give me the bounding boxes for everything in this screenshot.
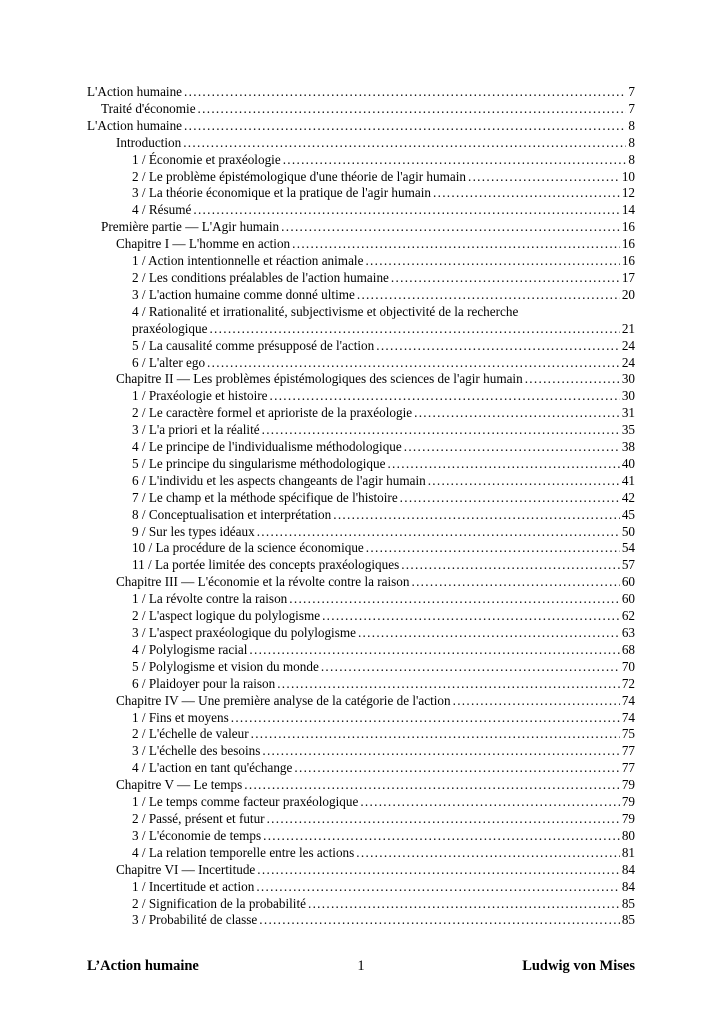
toc-entry	[87, 304, 635, 321]
toc-entry	[87, 879, 635, 896]
dot-leader	[404, 439, 620, 456]
toc-entry-title: 1 / La révolte contre la raison	[132, 591, 288, 607]
toc-page-number: 79	[621, 794, 635, 810]
dot-leader	[468, 169, 620, 186]
toc-entry	[87, 862, 635, 879]
dot-leader	[259, 912, 620, 929]
dot-leader	[231, 710, 620, 727]
toc-entry	[87, 760, 635, 777]
toc-page-number: 8	[628, 117, 635, 133]
toc-page-number: 77	[621, 743, 635, 759]
dot-leader	[262, 743, 619, 760]
toc-entry-title: 3 / L'échelle des besoins	[132, 743, 261, 759]
toc-page-number: 79	[621, 810, 635, 826]
toc-entry-title: 3 / L'action humaine comme donné ultime	[132, 286, 355, 302]
toc-page-number: 8	[628, 134, 635, 150]
toc-page-number: 16	[621, 253, 635, 269]
toc-entry-title: 6 / L'alter ego	[132, 354, 206, 370]
dot-leader	[357, 287, 620, 304]
toc-entry	[87, 456, 635, 473]
toc-page-number: 16	[621, 236, 635, 252]
toc-page-number: 14	[621, 202, 635, 218]
dot-leader	[244, 777, 620, 794]
dot-leader	[376, 338, 620, 355]
toc-entry	[87, 169, 635, 186]
toc-entry-title: 1 / Praxéologie et histoire	[132, 388, 268, 404]
toc-entry-title: Chapitre VI — Incertitude	[116, 861, 256, 877]
toc-entry	[87, 642, 635, 659]
toc-page-number: 21	[621, 320, 635, 336]
dot-leader	[256, 879, 620, 896]
toc-page-number: 85	[621, 912, 635, 928]
toc-entry	[87, 490, 635, 507]
toc-entry	[87, 405, 635, 422]
dot-leader	[183, 135, 626, 152]
dot-leader	[292, 236, 620, 253]
toc-entry-title: Introduction	[116, 134, 182, 150]
toc-page-number: 16	[621, 219, 635, 235]
toc-page-number: 57	[621, 557, 635, 573]
dot-leader	[281, 219, 620, 236]
dot-leader	[257, 524, 620, 541]
dot-leader	[277, 676, 620, 693]
dot-leader	[365, 253, 619, 270]
dot-leader	[251, 726, 620, 743]
toc-page-number: 68	[621, 641, 635, 657]
toc-page-number: 60	[621, 574, 635, 590]
toc-entry-title: 2 / Le caractère formel et aprioriste de la praxéologie	[132, 405, 413, 421]
toc-entry-title: 2 / Signification de la probabilité	[132, 895, 306, 911]
dot-leader	[198, 101, 627, 118]
toc-page-number: 74	[621, 709, 635, 725]
dot-leader	[257, 862, 620, 879]
toc-page-number: 31	[621, 405, 635, 421]
toc-entry	[87, 726, 635, 743]
toc-entry	[87, 608, 635, 625]
toc-entry	[87, 287, 635, 304]
dot-leader	[428, 473, 620, 490]
toc-entry	[87, 185, 635, 202]
toc-entry-title: 10 / La procédure de la science économique	[132, 540, 364, 556]
toc-page-number: 17	[621, 269, 635, 285]
toc-page-number: 79	[621, 777, 635, 793]
toc-entry-title: 11 / La portée limitée des concepts praxéologiques	[132, 557, 400, 573]
toc-page-number: 7	[628, 100, 635, 116]
toc-entry	[87, 743, 635, 760]
toc-page-number: 30	[621, 371, 635, 387]
toc-entry	[87, 659, 635, 676]
toc-entry	[87, 625, 635, 642]
toc-page-number: 85	[621, 895, 635, 911]
dot-leader	[270, 388, 620, 405]
toc-entry	[87, 845, 635, 862]
dot-leader	[209, 321, 619, 338]
toc-entry-title: 1 / Action intentionnelle et réaction animale	[132, 253, 364, 269]
toc-page-number: 12	[621, 185, 635, 201]
toc-entry	[87, 710, 635, 727]
toc-entry	[87, 540, 635, 557]
toc-entry-title: 8 / Conceptualisation et interprétation	[132, 506, 332, 522]
toc-entry-title: 5 / La causalité comme présupposé de l'action	[132, 337, 375, 353]
toc-entry	[87, 236, 635, 253]
footer-page-number: 1	[357, 958, 365, 974]
toc-page-number: 7	[628, 84, 635, 99]
toc-entry-title: 5 / Polylogisme et vision du monde	[132, 658, 319, 674]
toc-entry	[87, 253, 635, 270]
toc-entry-title: 4 / Polylogisme racial	[132, 641, 248, 657]
toc-page-number: 45	[621, 506, 635, 522]
dot-leader	[193, 202, 619, 219]
toc-entry-title: praxéologique	[132, 320, 208, 336]
toc-entry	[87, 321, 635, 338]
toc-entry-title: L'Action humaine	[87, 84, 183, 99]
toc-page-number: 38	[621, 439, 635, 455]
dot-leader	[184, 118, 626, 135]
toc-entry	[87, 101, 635, 118]
toc-page-number: 84	[621, 878, 635, 894]
toc-entry	[87, 355, 635, 372]
toc-entry-title: 6 / Plaidoyer pour la raison	[132, 675, 276, 691]
toc-entry-title: 4 / La relation temporelle entre les actions	[132, 844, 355, 860]
toc-page-number: 50	[621, 523, 635, 539]
toc-entry-title: 3 / L'économie de temps	[132, 827, 262, 843]
toc-page-number: 24	[621, 337, 635, 353]
dot-leader	[387, 456, 619, 473]
toc-entry	[87, 912, 635, 929]
toc-entry-title: Traité d'économie	[101, 100, 196, 116]
dot-leader	[333, 507, 620, 524]
toc-entry-title: 7 / Le champ et la méthode spécifique de l'histoire	[132, 489, 398, 505]
toc-page-number: 30	[621, 388, 635, 404]
toc-entry-title: 2 / L'aspect logique du polylogisme	[132, 608, 321, 624]
toc-page-number: 80	[621, 827, 635, 843]
toc-page-number: 77	[621, 760, 635, 776]
dot-leader	[294, 760, 619, 777]
dot-leader	[453, 693, 620, 710]
toc-entry	[87, 338, 635, 355]
toc-entry-title: 2 / L'échelle de valeur	[132, 726, 249, 742]
dot-leader	[321, 659, 620, 676]
dot-leader	[322, 608, 620, 625]
toc-entry	[87, 811, 635, 828]
toc-entry-title: 4 / Résumé	[132, 202, 192, 218]
toc-entry-title: 2 / Les conditions préalables de l'action humaine	[132, 269, 389, 285]
toc-page-number: 54	[621, 540, 635, 556]
toc-entry	[87, 557, 635, 574]
table-of-contents	[87, 84, 635, 929]
toc-page-number: 41	[621, 472, 635, 488]
toc-page-number: 42	[621, 489, 635, 505]
toc-entry-title: Chapitre IV — Une première analyse de la catégorie de l'action	[116, 692, 451, 708]
toc-entry-title: 1 / Le temps comme facteur praxéologique	[132, 794, 359, 810]
toc-page-number: 74	[621, 692, 635, 708]
toc-entry-title: 6 / L'individu et les aspects changeants de l'agir humain	[132, 472, 426, 488]
toc-entry	[87, 371, 635, 388]
dot-leader	[356, 845, 620, 862]
toc-entry	[87, 270, 635, 287]
toc-entry	[87, 84, 635, 101]
dot-leader	[414, 405, 620, 422]
toc-page-number: 70	[621, 658, 635, 674]
toc-entry	[87, 676, 635, 693]
dot-leader	[360, 794, 620, 811]
toc-entry	[87, 473, 635, 490]
toc-page-number: 75	[621, 726, 635, 742]
toc-entry	[87, 693, 635, 710]
toc-entry-title: Chapitre II — Les problèmes épistémologiques des sciences de l'agir humain	[116, 371, 523, 387]
dot-leader	[267, 811, 620, 828]
dot-leader	[358, 625, 620, 642]
toc-entry-title: Première partie — L'Agir humain	[101, 219, 280, 235]
toc-entry-title: 4 / Le principe de l'individualisme méthodologique	[132, 439, 402, 455]
toc-entry-title: 3 / Probabilité de classe	[132, 912, 258, 928]
toc-entry	[87, 118, 635, 135]
dot-leader	[525, 371, 620, 388]
footer-author: Ludwig von Mises	[522, 958, 635, 974]
toc-page-number: 40	[621, 455, 635, 471]
toc-entry	[87, 422, 635, 439]
toc-entry-title: 9 / Sur les types idéaux	[132, 523, 255, 539]
toc-entry	[87, 828, 635, 845]
dot-leader	[401, 557, 620, 574]
dot-leader	[283, 152, 627, 169]
toc-page-number: 10	[621, 168, 635, 184]
toc-entry-title: 4 / Rationalité et irrationalité, subjectivisme et objectivité de la recherche	[132, 303, 519, 319]
toc-entry	[87, 591, 635, 608]
toc-entry-title: L'Action humaine	[87, 117, 183, 133]
dot-leader	[262, 422, 620, 439]
toc-entry	[87, 524, 635, 541]
toc-entry-title: 2 / Passé, présent et futur	[132, 810, 265, 826]
toc-entry-title: Chapitre III — L'économie et la révolte contre la raison	[116, 574, 410, 590]
toc-entry-title: 3 / L'a priori et la réalité	[132, 422, 260, 438]
dot-leader	[184, 84, 626, 101]
toc-entry	[87, 388, 635, 405]
toc-page-number: 60	[621, 591, 635, 607]
dot-leader	[289, 591, 620, 608]
toc-page-number: 8	[628, 151, 635, 167]
dot-leader	[249, 642, 619, 659]
toc-entry-title: Chapitre I — L'homme en action	[116, 236, 291, 252]
toc-page-number: 81	[621, 844, 635, 860]
toc-entry	[87, 439, 635, 456]
toc-entry-title: 3 / La théorie économique et la pratique de l'agir humain	[132, 185, 431, 201]
toc-page-number: 20	[621, 286, 635, 302]
toc-entry	[87, 507, 635, 524]
toc-entry-title: 2 / Le problème épistémologique d'une théorie de l'agir humain	[132, 168, 466, 184]
toc-entry	[87, 896, 635, 913]
toc-entry	[87, 574, 635, 591]
toc-entry	[87, 135, 635, 152]
footer-book-title: L’Action humaine	[87, 958, 199, 974]
toc-page-number: 63	[621, 625, 635, 640]
toc-entry-title: 5 / Le principe du singularisme méthodologique	[132, 455, 386, 471]
toc-entry	[87, 777, 635, 794]
toc-page-number: 84	[621, 861, 635, 877]
dot-leader	[400, 490, 620, 507]
toc-page-number: 62	[621, 608, 635, 624]
toc-entry-title: 1 / Incertitude et action	[132, 878, 255, 894]
toc-entry	[87, 794, 635, 811]
dot-leader	[263, 828, 620, 845]
toc-entry-title: 1 / Fins et moyens	[132, 709, 229, 725]
dot-leader	[433, 185, 620, 202]
dot-leader	[366, 540, 620, 557]
toc-entry	[87, 152, 635, 169]
toc-page-number: 35	[621, 422, 635, 438]
toc-page-number: 24	[621, 354, 635, 370]
toc-entry	[87, 219, 635, 236]
page-footer	[87, 957, 635, 975]
toc-entry-title: 1 / Économie et praxéologie	[132, 151, 281, 167]
dot-leader	[308, 896, 620, 913]
toc-entry-title: Chapitre V — Le temps	[116, 777, 243, 793]
dot-leader	[411, 574, 619, 591]
toc-page-number: 72	[621, 675, 635, 691]
dot-leader	[391, 270, 620, 287]
toc-entry-title: 4 / L'action en tant qu'échange	[132, 760, 293, 776]
toc-entry-title: 3 / L'aspect praxéologique du polylogisme	[132, 625, 356, 640]
toc-entry	[87, 202, 635, 219]
dot-leader	[207, 355, 620, 372]
